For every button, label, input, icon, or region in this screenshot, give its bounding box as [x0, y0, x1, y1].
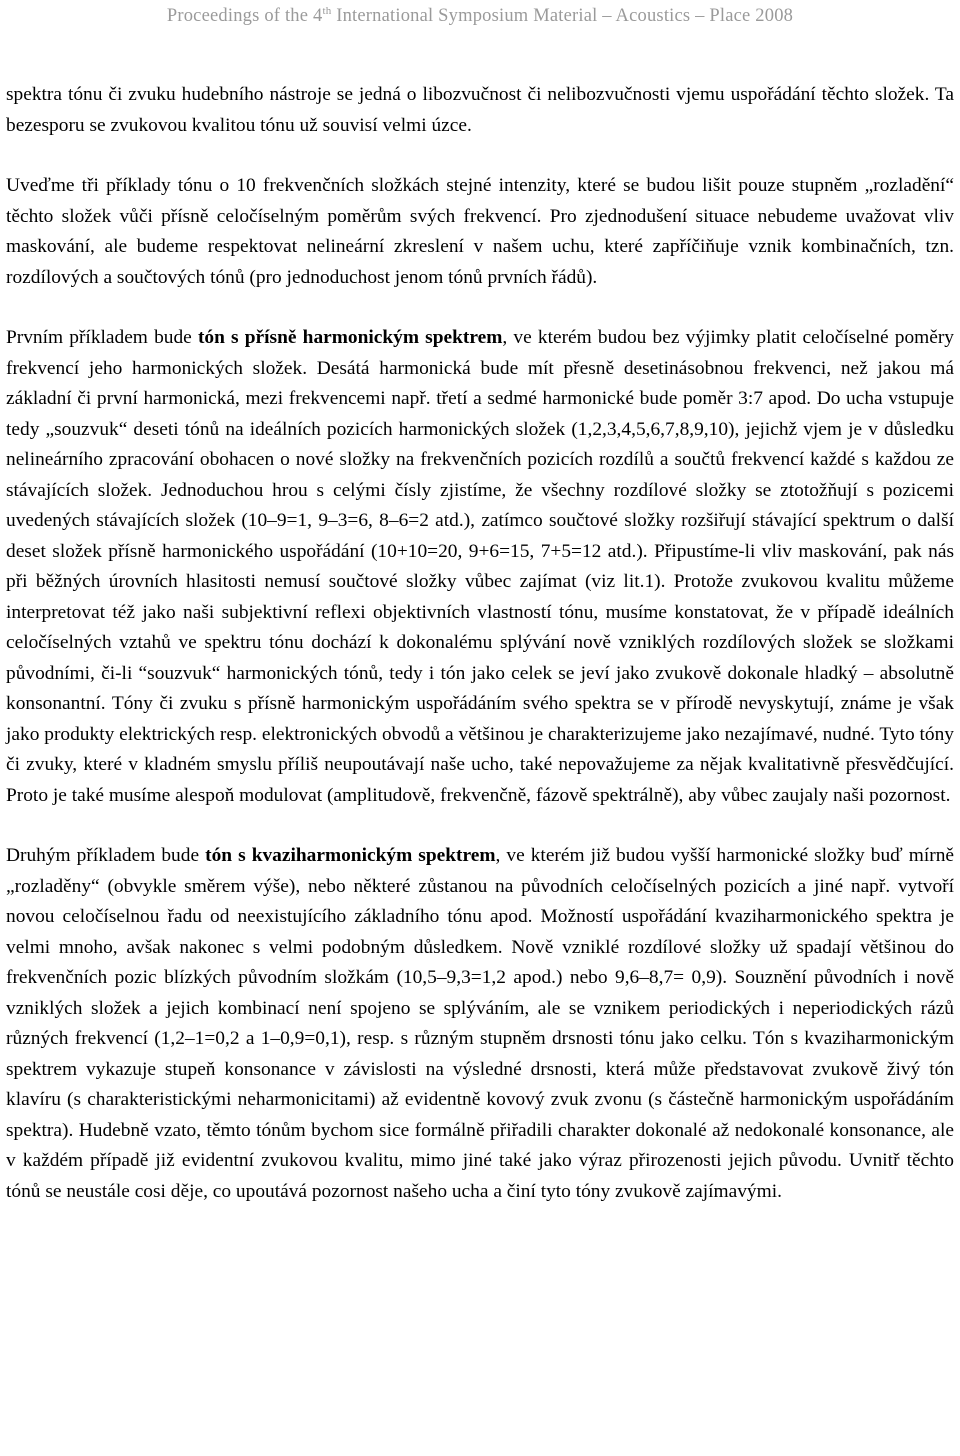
paragraph-4-lead: Druhým příkladem bude [6, 845, 206, 866]
page-body [6, 80, 954, 1207]
paragraph-4-body: , ve kterém již budou vyšší harmonické složky buď mírně „rozladěny“ (obvykle směrem výše), nebo některé zůstanou na původních celočíselných pozicích a jiné např. vytvoří novou celočíselnou řadu od neexistujícího základního tónu apod. Možností uspořádání kvaziharmonického spektra je velmi mnoho, avšak nakonec s velmi podobným důsledkem. Nově vzniklé rozdílové složky už spadají většinou do frekvenčních pozic blízkých původním složkám (10,5–9,3=1,2 apod.) nebo 9,6–8,7= 0,9). Souznění původních i nově vzniklých složek a jejich kombinací není spojeno se splýváním, ale se vznikem periodických i neperiodických rázů různých frekvencí (1,2–1=0,2 a 1–0,9=0,1), resp. s různým stupněm drsnosti tónu jako celku. Tón s kvaziharmonickým spektrem vykazuje stupeň konsonance v závislosti na výsledné drsnosti, která může představovat zvukově živý tón klavíru (s charakteristickými neharmonicitami) až evidentně kovový zvuk zvonu (s částečně harmonickým uspořádáním spektra). Hudebně vzato, těmto tónům bychom sice formálně přiřadili charakter dokonalé až nedokonalé konsonance, ale v každém případě již evidentní zvukovou kvalitu, mimo jiné také jako výraz přirozenosti jejich původu. Uvnitř těchto tónů se neustále cosi děje, co upoutává pozornost našeho ucha a činí tyto tóny zvukově zajímavými. [6, 845, 954, 1202]
paragraph-3-body: , ve kterém budou bez výjimky platit celočíselné poměry frekvencí jeho harmonických složek. Desátá harmonická bude mít přesně desetinásobnou frekvenci, než jakou má základní či první harmonická, mezi frekvencemi např. třetí a sedmé harmonické bude poměr 3:7 apod. Do ucha vstupuje tedy „souzvuk“ deseti tónů na ideálních pozicích harmonických složek (1,2,3,4,5,6,7,8,9,10), jejichž vjem je v důsledku nelineárního zpracování obohacen o nové složky na frekvenčních pozicích rozdílů a součtů frekvencí každé s každou ze stávajících složek. Jednoduchou hrou s celými čísly zjistíme, že všechny rozdílové složky se ztotožňují s pozicemi uvedených stávajících složek (10–9=1, 9–3=6, 8–6=2 atd.), zatímco součtové složky rozšiřují stávající spektrum o další deset složek přísně harmonického uspořádání (10+10=20, 9+6=15, 7+5=12 atd.). Připustíme-li vliv maskování, pak nás při běžných úrovních hlasitosti nemusí součtové složky vůbec zajímat (viz lit.1). Protože zvukovou kvalitu můžeme interpretovat též jako naši subjektivní reflexi objektivních vlastností tónu, musíme konstatovat, že v případě ideálních celočíselných vztahů ve spektru tónu dochází k dokonalému splývání nově vzniklých rozdílových složek se složkami původními, či-li “souzvuk“ harmonických tónů, tedy i tón jako celek se jeví jako zvukově dokonale hladký – absolutně konsonantní. Tóny či zvuku s přísně harmonickým uspořádáním svého spektra se v přírodě nevyskytují, známe je však jako produkty elektrických resp. elektronických obvodů a většinou je charakterizujeme jako nezajímavé, nudné. Tyto tóny či zvuky, které v kladném smyslu příliš neupoutávají naše ucho, také nepovažujeme za nějak kvalitativně přesvědčující. Proto je také musíme alespoň modulovat (amplitudově, frekvenčně, fázově spektrálně), aby vůbec zaujaly naši pozornost. [6, 327, 954, 806]
paragraph-4-bold-term: tón s kvaziharmonickým spektrem [205, 845, 496, 866]
paragraph-3-bold-term: tón s přísně harmonickým spektrem [197, 327, 503, 348]
header-prefix: Proceedings of the 4 [166, 6, 323, 26]
running-header [0, 6, 960, 27]
paragraph-2: Uveďme tři příklady tónu o 10 frekvenčních složkách stejné intenzity, které se budou lišit pouze stupněm „rozladění“ těchto složek vůči přísně celočíselným poměrům svých frekvencí. Pro zjednodušení situace nebudeme uvažovat vliv maskování, ale budeme respektovat nelineární zkreslení v našem uchu, které zapříčiňuje vznik kombinačních, tzn. rozdílových a součtových tónů (pro jednoduchost jenom tónů prvních řádů). [6, 175, 954, 288]
paragraph-1: spektra tónu či zvuku hudebního nástroje se jedná o libozvučnost či nelibozvučnosti vjemu uspořádání těchto složek. Ta bezesporu se zvukovou kvalitou tónu už souvisí velmi úzce. [6, 84, 954, 136]
paragraph-3 [6, 323, 954, 811]
paragraph-4 [6, 841, 954, 1207]
paragraph-3-lead: Prvním příkladem bude [6, 327, 198, 348]
header-superscript: th [322, 5, 332, 17]
header-suffix: International Symposium Material – Acoustics – Place 2008 [331, 6, 794, 26]
